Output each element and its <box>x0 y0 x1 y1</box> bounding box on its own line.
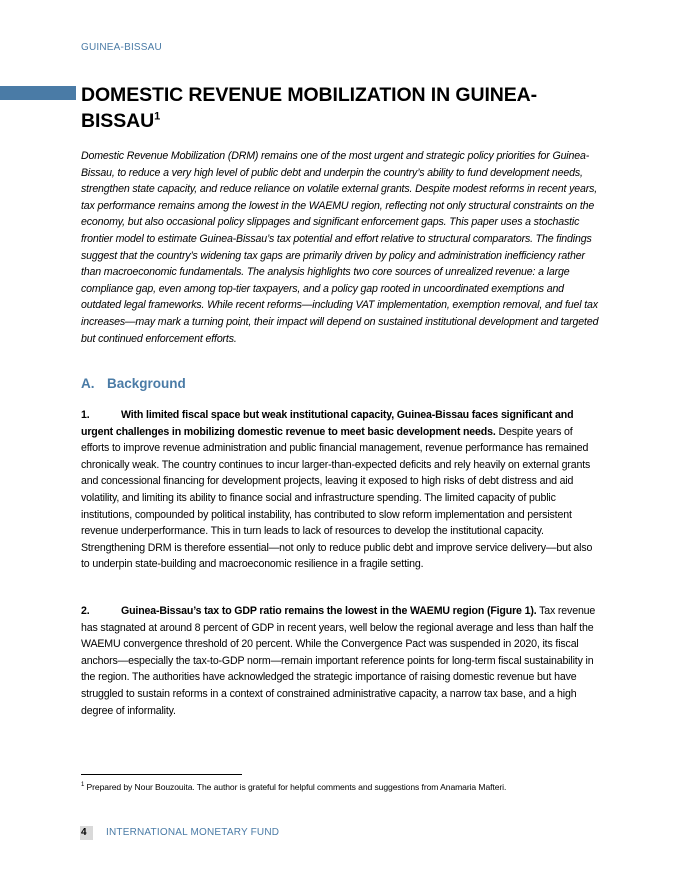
section-heading <box>81 376 186 391</box>
footnote <box>81 781 621 793</box>
title-accent-bar <box>0 86 76 100</box>
paragraph-body: Despite years of efforts to improve revenue administration and public financial management, revenue performance has remained chronically weak. The country continues to incur larger-than-expected deficits and rely heavily on external grants and concessional financing for development projects, leaving it exposed to high risks of debt distress and aid volatility, and limiting its ability to finance social and infrastructure spending. The limited capacity of public institutions, compounded by political instability, has contributed to slow reform implementation and persistent revenue underperformance. This in turn leads to lack of resources to develop the institutional capacity. Strengthening DRM is therefore essential—not only to reduce public debt and improve service delivery—but also to underpin state-building and macroeconomic resilience in a fragile setting. <box>81 425 593 571</box>
footnote-text: Prepared by Nour Bouzouita. The author is grateful for helpful comments and suggestions from Anamaria Mafteri. <box>84 782 507 792</box>
paragraph-body: Tax revenue has stagnated at around 8 percent of GDP in recent years, well below the regional average and less than half the WAEMU convergence threshold of 20 percent. While the Convergence Pact was suspended in 2020, its fiscal anchors—especially the tax-to-GDP norm—remain important reference points for long-term fiscal sustainability in the region. The authorities have acknowledged the strategic importance of raising domestic revenue but have struggled to sustain reforms in a context of constrained administrative capacity, a narrow tax base, and a high degree of informality. <box>81 605 596 717</box>
footnote-mark: 1 <box>81 782 85 789</box>
running-head: GUINEA-BISSAU <box>81 42 162 53</box>
footnote-divider <box>81 774 242 775</box>
paragraph-number: 2. <box>81 605 90 617</box>
page-title-text: DOMESTIC REVENUE MOBILIZATION IN GUINEA-BISSAU <box>81 84 538 132</box>
page-number: 4 <box>80 826 93 840</box>
paragraph-1 <box>81 407 601 573</box>
paragraph-lead: Guinea-Bissau’s tax to GDP ratio remains the lowest in the WAEMU region (Figure 1). <box>121 605 537 617</box>
title-footnote-mark[interactable]: 1 <box>154 110 161 123</box>
abstract: Domestic Revenue Mobilization (DRM) remains one of the most urgent and strategic policy priorities for Guinea-Bissau, to reduce a very high level of public debt and underpin the country’s ability to fund development needs, strengthen state capacity, and reduce reliance on volatile external grants. Despite modest reforms in recent years, tax performance remains among the lowest in the WAEMU region, reflecting not only structural constraints on the economy, but also occasional policy slippages and significant enforcement gaps. This paper uses a stochastic frontier model to estimate Guinea-Bissau’s tax potential and effort relative to structural comparators. The findings suggest that the country’s widening tax gaps are primarily driven by policy and administration inefficiency rather than macroeconomic fundamentals. The analysis highlights two core sources of unrealized revenue: a large compliance gap, even among top-tier taxpayers, and a policy gap rooted in uncoordinated exemptions and outdated legal frameworks. While recent reforms—including VAT implementation, exemption removal, and fuel tax increases—may mark a turning point, their impact will depend on sustained institutional development and targeted but continued enforcement efforts. <box>81 150 599 345</box>
paragraph-number: 1. <box>81 409 90 421</box>
footer-organization: INTERNATIONAL MONETARY FUND <box>106 827 280 838</box>
page-title <box>81 82 581 134</box>
paragraph-lead: With limited fiscal space but weak institutional capacity, Guinea-Bissau faces significant and urgent challenges in mobilizing domestic revenue to meet basic development needs. <box>81 409 574 438</box>
section-title: Background <box>107 376 186 391</box>
section-label: A. <box>81 376 95 391</box>
paragraph-2 <box>81 603 601 719</box>
